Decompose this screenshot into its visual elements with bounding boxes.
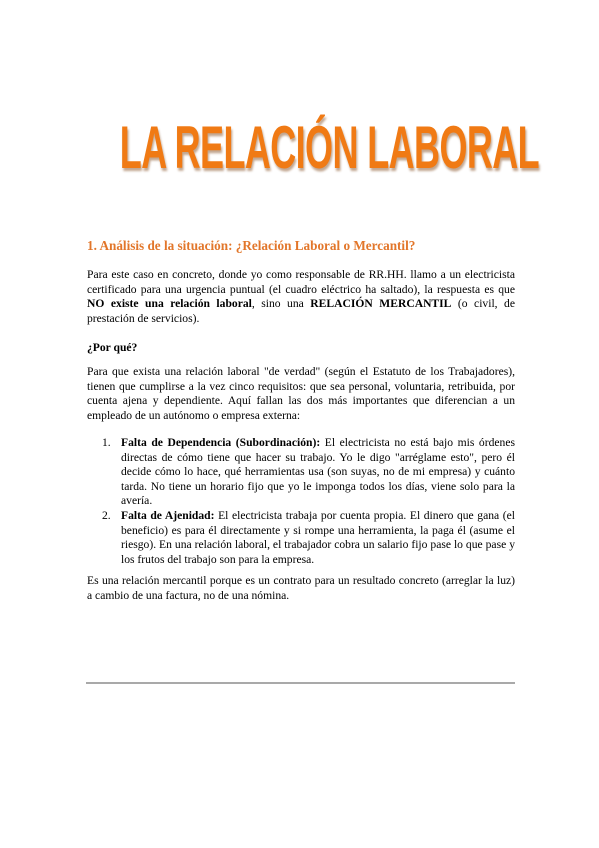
list-item-term: Falta de Dependencia (Subordinación): <box>121 436 321 449</box>
why-heading: ¿Por qué? <box>87 341 138 354</box>
list-item-term: Falta de Ajenidad: <box>121 508 215 522</box>
footer-divider <box>86 682 515 684</box>
reasons-list <box>100 436 515 567</box>
intro-text-after: (o civil, de prestación de servicios). <box>87 297 515 325</box>
intro-text-before: Para este caso en concreto, donde yo como responsable de RR.HH. llamo a un electricista certificado para una urgencia puntual (el cuadro eléctrico ha saltado), la respuesta es que <box>87 268 515 296</box>
list-item-text: El electricista trabaja por cuenta propia. El dinero que gana (el beneficio) es para él directamente y si rompe una herramienta, la paga él (asume el riesgo). En una relación laboral, el trabajador cobra un salario fijo pase lo que pase y los frutos del trabajo son para la empresa. <box>121 508 515 566</box>
list-item-number: 2. <box>102 508 111 522</box>
why-paragraph: Para que exista una relación laboral "de verdad" (según el Estatuto de los Trabajadores), tienen que cumplirse a la vez cinco requisitos: que sea personal, voluntaria, retribuida, por cuenta ajena y dependiente. Aquí fallan las dos más importantes que diferencian a un empleado de un autónomo o empresa externa: <box>87 365 515 422</box>
list-item-number: 1. <box>102 436 111 449</box>
intro-bold-mercantil: RELACIÓN MERCANTIL <box>310 297 452 311</box>
list-item-text: El electricista no está bajo mis órdenes directas de cómo tiene que hacer su trabajo. Yo le digo "arréglame esto", pero él decide cómo lo hace, qué herramientas usa (son suyas, no de mi empresa) y cuánto tarda. No tiene un horario fijo que yo le imponga todos los días, viene solo para la avería. <box>121 436 515 508</box>
intro-bold-no-existe: NO existe una relación laboral <box>87 297 252 311</box>
list-item <box>100 509 515 567</box>
section-heading: 1. Análisis de la situación: ¿Relación Laboral o Mercantil? <box>87 238 416 253</box>
conclusion-paragraph: Es una relación mercantil porque es un contrato para un resultado concreto (arreglar la luz) a cambio de una factura, no de una nómina. <box>87 574 515 602</box>
list-item <box>100 436 515 509</box>
intro-paragraph <box>87 268 515 326</box>
title-wordart: LA RELACIÓN LABORAL <box>119 114 540 181</box>
intro-text-middle: , sino una <box>251 297 311 311</box>
